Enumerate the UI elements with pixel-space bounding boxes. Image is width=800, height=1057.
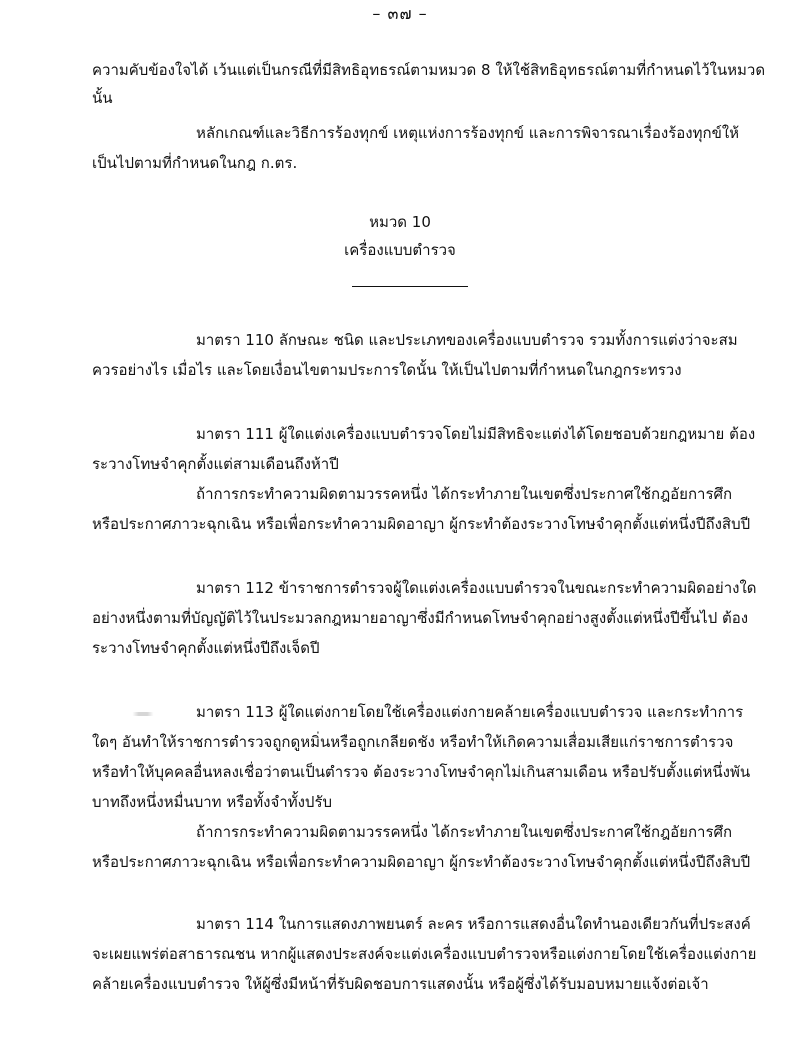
section-113-line-2: ใดๆ อันทำให้ราชการตำรวจถูกดูหมิ่นหรือถูกเกลียดชัง หรือทำให้เกิดความเสื่อมเสียแก่ราชการตำรวจ (92, 733, 734, 751)
section-114-line-2: จะเผยแพร่ต่อสาธารณชน หากผู้แสดงประสงค์จะแต่งเครื่องแบบตำรวจหรือแต่งกายโดยใช้เครื่องแต่งกาย (92, 945, 757, 963)
intro-line-2: นั้น (92, 89, 113, 107)
section-111-line-3: ถ้าการกระทำความผิดตามวรรคหนึ่ง ได้กระทำภายในเขตซึ่งประกาศใช้กฎอัยการศึก (196, 485, 733, 503)
chapter-divider (352, 286, 468, 287)
chapter-number: หมวด 10 (369, 213, 431, 231)
section-113-line-5: ถ้าการกระทำความผิดตามวรรคหนึ่ง ได้กระทำภายในเขตซึ่งประกาศใช้กฎอัยการศึก (196, 823, 733, 841)
section-111-line-4: หรือประกาศภาวะฉุกเฉิน หรือเพื่อกระทำความผิดอาญา ผู้กระทำต้องระวางโทษจำคุกตั้งแต่หนึ่งปีถึงสิบปี (92, 515, 751, 533)
section-113-line-4: บาทถึงหนึ่งหมื่นบาท หรือทั้งจำทั้งปรับ (92, 793, 333, 811)
intro-line-4: เป็นไปตามที่กำหนดในกฎ ก.ตร. (92, 154, 298, 172)
section-111-line-1: มาตรา 111 ผู้ใดแต่งเครื่องแบบตำรวจโดยไม่มีสิทธิจะแต่งได้โดยชอบด้วยกฎหมาย ต้อง (196, 425, 756, 443)
section-113-line-3: หรือทำให้บุคคลอื่นหลงเชื่อว่าตนเป็นตำรวจ ต้องระวางโทษจำคุกไม่เกินสามเดือน หรือปรับตั้งแต่หนึ่งพัน (92, 763, 751, 781)
section-113-line-6: หรือประกาศภาวะฉุกเฉิน หรือเพื่อกระทำความผิดอาญา ผู้กระทำต้องระวางโทษจำคุกตั้งแต่หนึ่งปีถึงสิบปี (92, 853, 751, 871)
section-110-line-1: มาตรา 110 ลักษณะ ชนิด และประเภทของเครื่องแบบตำรวจ รวมทั้งการแต่งว่าจะสม (196, 331, 738, 349)
section-113-line-1: มาตรา 113 ผู้ใดแต่งกายโดยใช้เครื่องแต่งกายคล้ายเครื่องแบบตำรวจ และกระทำการ (196, 703, 744, 721)
chapter-title: เครื่องแบบตำรวจ (344, 241, 456, 259)
section-112-line-1: มาตรา 112 ข้าราชการตำรวจผู้ใดแต่งเครื่องแบบตำรวจในขณะกระทำความผิดอย่างใด (196, 579, 757, 597)
section-111-line-2: ระวางโทษจำคุกตั้งแต่สามเดือนถึงห้าปี (92, 455, 339, 473)
section-114-line-1: มาตรา 114 ในการแสดงภาพยนตร์ ละคร หรือการแสดงอื่นใดทำนองเดียวกันที่ประสงค์ (196, 915, 751, 933)
scan-speck (128, 712, 158, 716)
section-112-line-3: ระวางโทษจำคุกตั้งแต่หนึ่งปีถึงเจ็ดปี (92, 639, 320, 657)
section-110-line-2: ควรอย่างไร เมื่อไร และโดยเงื่อนไขตามประการใดนั้น ให้เป็นไปตามที่กำหนดในกฎกระทรวง (92, 361, 682, 379)
page-number: – ๓๗ – (372, 4, 428, 23)
section-114-line-3: คล้ายเครื่องแบบตำรวจ ให้ผู้ซึ่งมีหน้าที่รับผิดชอบการแสดงนั้น หรือผู้ซึ่งได้รับมอบหมายแจ้งต่อเจ้า (92, 975, 709, 993)
intro-line-1: ความคับข้องใจได้ เว้นแต่เป็นกรณีที่มีสิทธิอุทธรณ์ตามหมวด 8 ให้ใช้สิทธิอุทธรณ์ตามที่กำหนดไว้ในหมวด (92, 61, 766, 79)
intro-line-3: หลักเกณฑ์และวิธีการร้องทุกข์ เหตุแห่งการร้องทุกข์ และการพิจารณาเรื่องร้องทุกข์ให้ (196, 124, 740, 142)
section-112-line-2: อย่างหนึ่งตามที่บัญญัติไว้ในประมวลกฎหมายอาญาซึ่งมีกำหนดโทษจำคุกอย่างสูงตั้งแต่หนึ่งปีขึ้นไป ต้อง (92, 609, 749, 627)
